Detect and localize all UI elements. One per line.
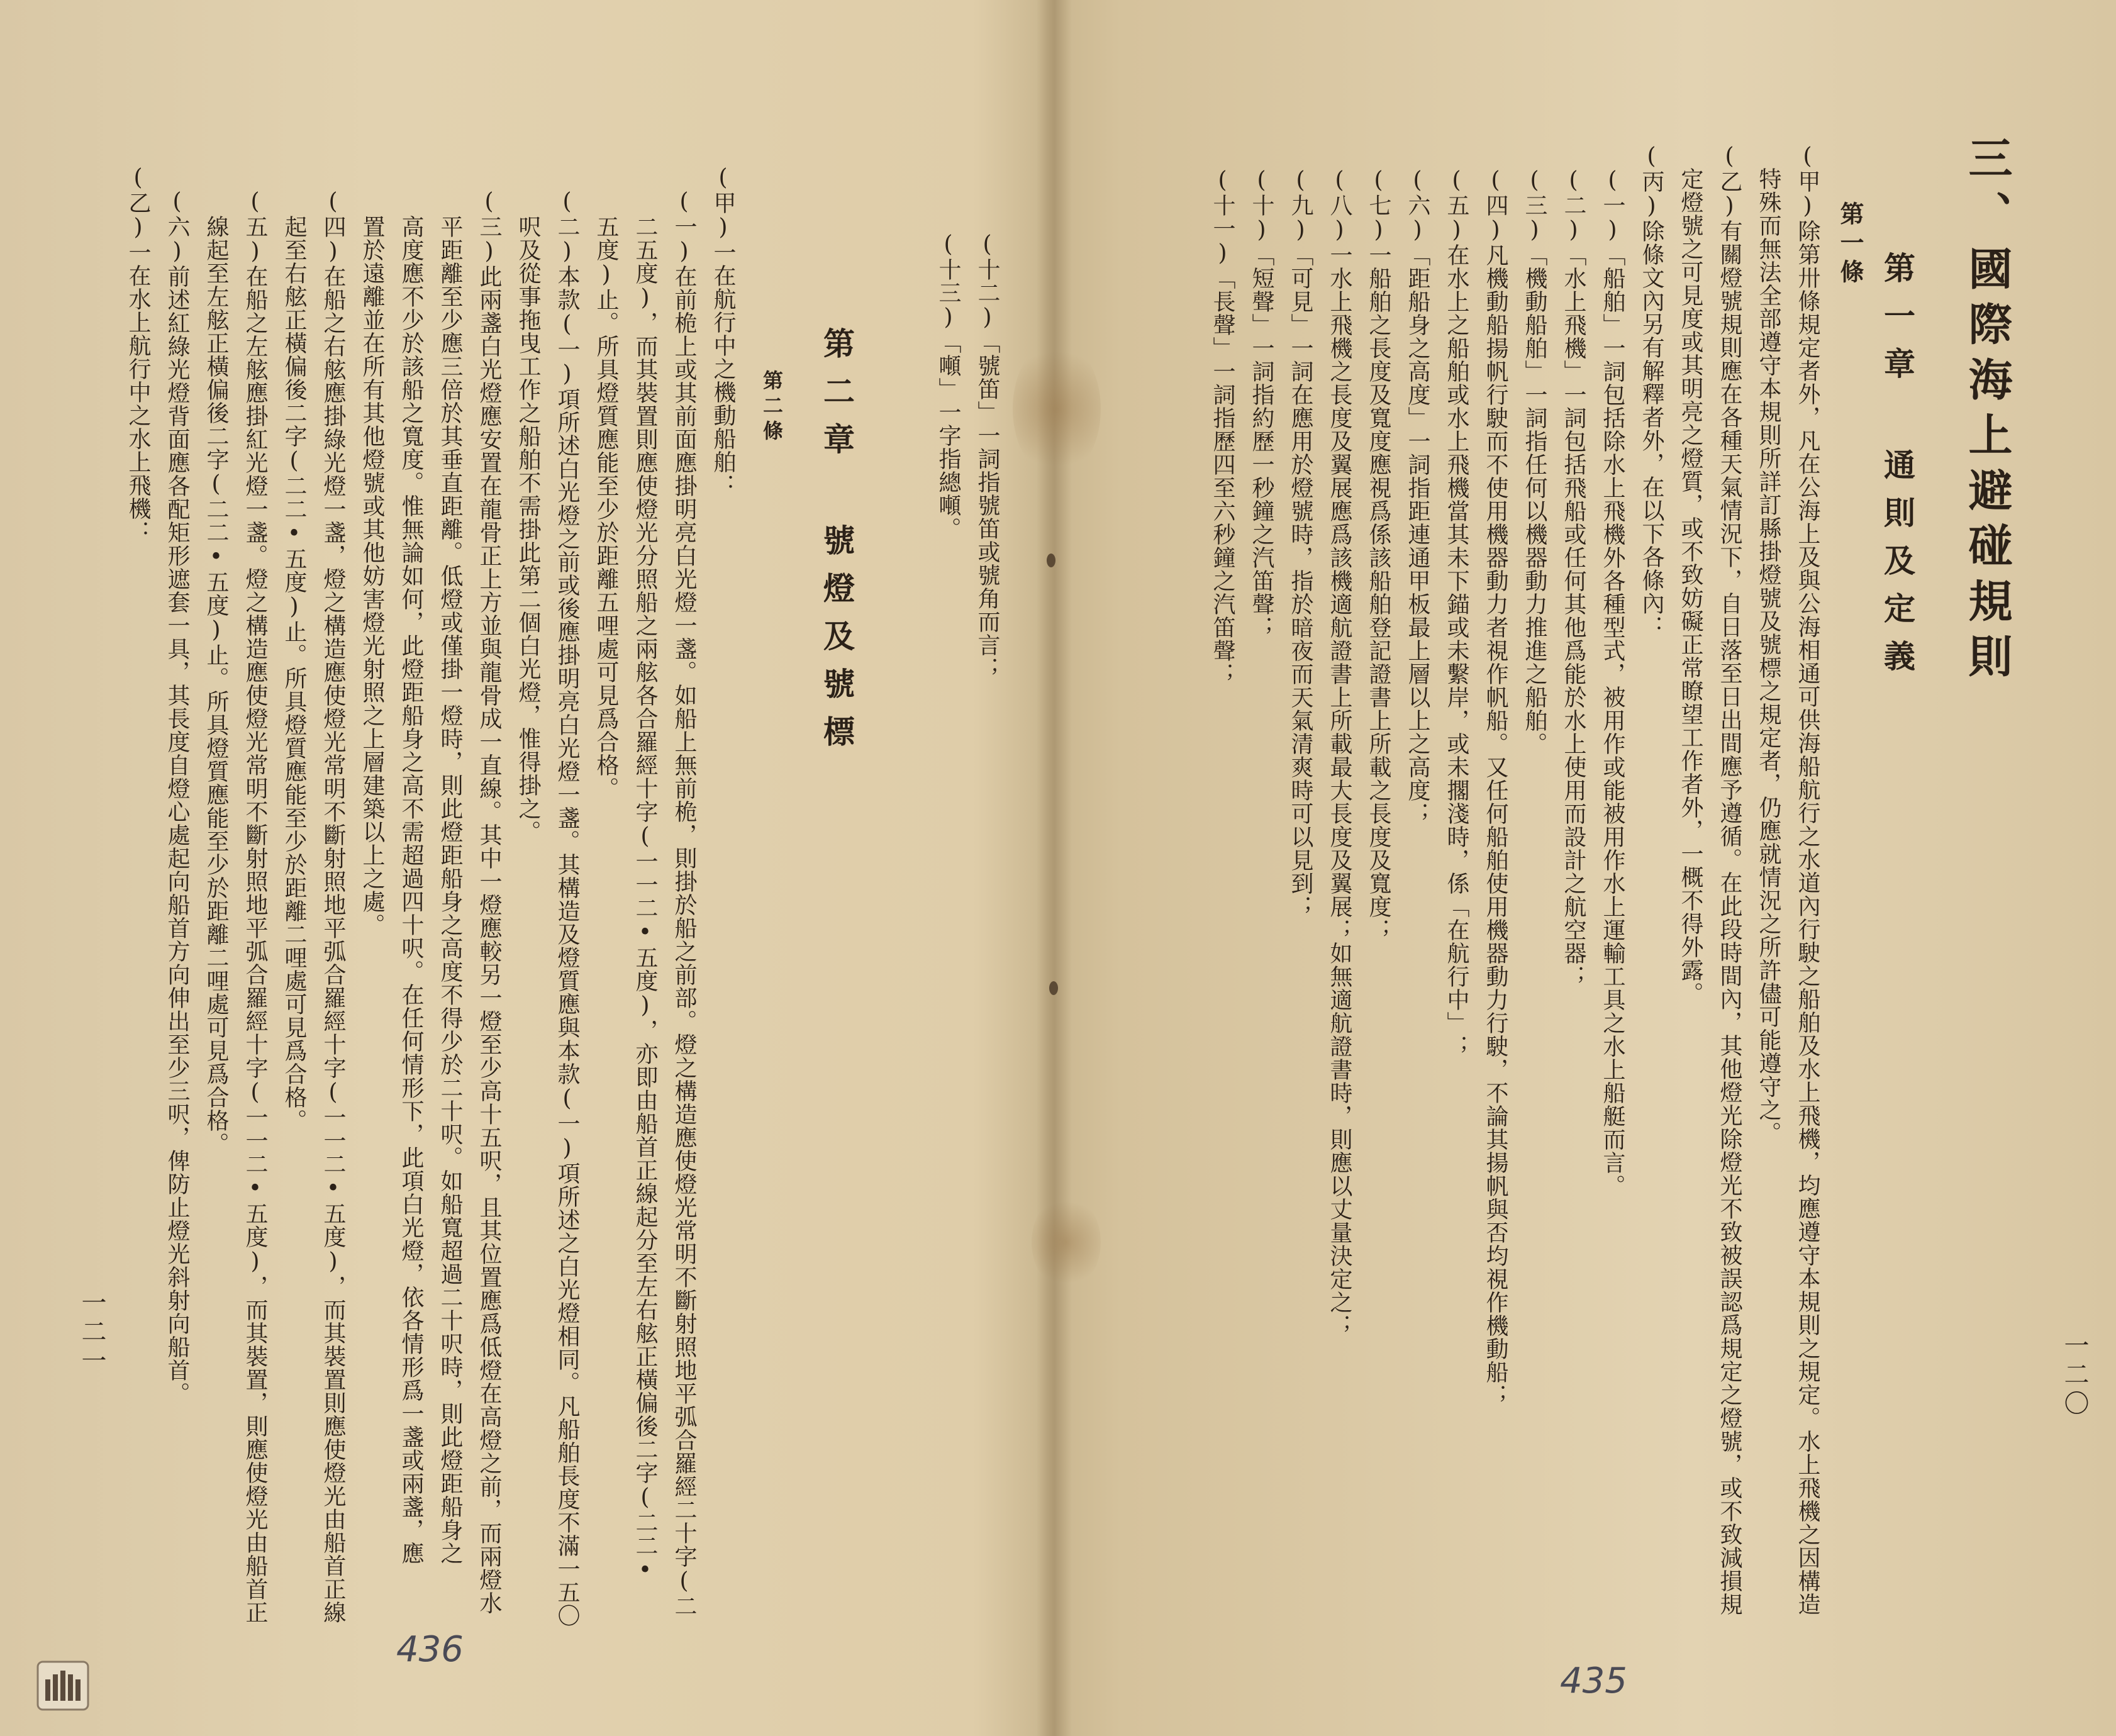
text-column: (四)凡機動船揚帆行駛而不使用機器動力者視作帆船。又任何船舶使用機器動力行駛，不論其揚帆與否均視作機動船；: [1483, 167, 1508, 1407]
text-column: 起至右舷正橫偏後二字(二二•五度)止。所具燈質應能至少於距離二哩處可見爲合格。: [281, 215, 307, 1132]
text-column: (一)在前桅上或其前面應掛明亮白光燈一盞。如船上無前桅，則掛於船之前部。燈之構造應使燈光常明不斷射照地平弧合羅經二十字(二: [671, 189, 697, 1618]
right-body-text: [1203, 143, 1827, 1616]
text-column: (五)在船之左舷應掛紅光燈一盞。燈之構造應使燈光常明不斷射照地平弧合羅經十字(一一二•五度)，而其裝置，則應使燈光由船首正: [242, 189, 268, 1624]
text-column: (丙)除條文內另有解釋者外，在以下各條內：: [1639, 143, 1664, 638]
text-column: (九)「可見」一詞在應用於燈號時，指於暗夜而天氣清爽時可以見到；: [1288, 167, 1313, 918]
text-column: (甲)一在航行中之機動船舶：: [710, 165, 736, 497]
text-column: 二五度)，而其裝置則應使燈光分照船之兩舷各合羅經十字(一一二•五度)，亦即由船首正線起分至左右舷正橫偏後二字(二二•: [632, 215, 658, 1584]
text-column: (二)本款(一)項所述白光燈之前或後應掛明亮白光燈一盞。其構造及燈質應與本款(一)項所述之白光燈相同。凡船舶長度不滿一五〇: [554, 189, 580, 1627]
text-column: 定燈號之可見度或其明亮之燈質，或不致妨礙正常瞭望工作者外，一概不得外露。: [1678, 167, 1703, 1005]
text-column: 平距離至少應三倍於其垂直距離。低燈或僅掛一燈時，則此燈距船身之高度不得少於二十呎。如船寬超過二十呎時，則此燈距船身之: [437, 215, 463, 1565]
binding-hole: [1047, 554, 1055, 567]
handwritten-page-number: 435: [1560, 1661, 1627, 1701]
article2-title: 第二條: [760, 370, 784, 445]
text-column: (七)一船舶之長度及寬度應視爲係該船舶登記證書上所載之長度及寬度；: [1366, 167, 1391, 942]
right-page: [1057, 0, 2116, 1736]
text-column: (三)此兩盞白光燈應安置在龍骨正上方並與龍骨成一直線。其中一燈應較另一燈至少高十五呎，且其位置應爲低燈在高燈之前，而兩燈水: [476, 189, 502, 1615]
article1-title: 第一條: [1836, 201, 1864, 288]
text-column: 五度)止。所具燈質應能至少於距離五哩處可見爲合格。: [593, 215, 619, 800]
text-column: (一)「船舶」一詞包括除水上飛機外各種型式，被用作或能被用作水上運輸工具之水上船艇而言。: [1600, 167, 1625, 1198]
text-column: (十二)「號笛」一詞指號笛或號角而言；: [974, 231, 1000, 680]
text-column: (八)一水上飛機之長度及翼展應爲該機適航證書上所載最大長度及翼展；如無適航證書時，則應以丈量決定之；: [1327, 167, 1352, 1337]
text-column: (六)「距船身之高度」一詞指距連通甲板最上層以上之高度；: [1405, 167, 1430, 825]
main-title: 三、國際海上避碰規則: [1961, 135, 2013, 689]
archive-logo-icon: [36, 1661, 89, 1711]
text-column: (甲)除第卅條規定者外，凡在公海上及與公海相通可供海船航行之水道內行駛之船舶及水上飛機，均應遵守本規則之規定。水上飛機之因構造: [1795, 143, 1820, 1616]
text-column: 線起至左舷正橫偏後二字(二二•五度)止。所具燈質應能至少於距離二哩處可見爲合格。: [203, 215, 229, 1155]
text-column: (二)「水上飛機」一詞包括飛船或任何其他爲能於水上使用而設計之航空器；: [1561, 167, 1586, 988]
left-definitions-text: [928, 208, 1006, 680]
text-column: (四)在船之右舷應掛綠光燈一盞，燈之構造應使燈光常明不斷射照地平弧合羅經十字(一一二•五度)，而其裝置則應使燈光由船首正線: [320, 189, 346, 1624]
chapter1-title: 第一章 通則及定義: [1879, 252, 1916, 687]
text-column: (十一)「長聲」一詞指歷四至六秒鐘之汽笛聲；: [1210, 167, 1235, 686]
handwritten-page-number: 436: [396, 1629, 464, 1670]
text-column: (乙)有關燈號規則應在各種天氣情況下，自日落至日出間應予遵循。在此段時間內，其他燈光除燈光不致被誤認爲規定之燈號，或不致減損規: [1717, 143, 1742, 1616]
text-column: 置於遠離並在所有其他燈號或其他妨害燈光射照之上層建築以上之處。: [359, 215, 385, 937]
text-column: (十)「短聲」一詞指約歷一秒鐘之汽笛聲；: [1249, 167, 1274, 639]
chapter2-title: 第二章 號燈及號標: [818, 327, 855, 763]
left-body-text: [118, 165, 742, 1627]
page-number: 一二〇: [2060, 1332, 2089, 1419]
text-column: (六)前述紅綠光燈背面應各配矩形遮套一具，其長度自燈心處起向船首方向伸出至少三呎，俾防止燈光斜射向船首。: [164, 189, 190, 1405]
text-column: 特殊而無法全部遵守本規則所詳訂縣掛燈號及號標之規定者，仍應就情況之所許儘可能遵守之。: [1756, 167, 1781, 1145]
text-column: (三)「機動船舶」一詞指任何以機器動力推進之船舶。: [1522, 167, 1547, 755]
text-column: 高度應不少於該船之寬度。惟無論如何，此燈距船身之高不需超過四十呎。在任何情形下，此項白光燈，依各情形爲一盞或兩盞，應: [398, 215, 424, 1565]
text-column: (五)在水上之船舶或水上飛機當其未下錨或未繫岸，或未擱淺時，係「在航行中」；: [1444, 167, 1469, 1058]
text-column: (乙)一在水上航行中之水上飛機：: [125, 165, 151, 543]
text-column: (十三)「噸」一字指總噸。: [935, 231, 961, 540]
text-column: 呎及從事拖曳工作之船舶不需掛此第二個白光燈，惟得掛之。: [515, 215, 541, 843]
page-number: 一二一: [77, 1289, 106, 1376]
left-page: [0, 0, 1044, 1736]
